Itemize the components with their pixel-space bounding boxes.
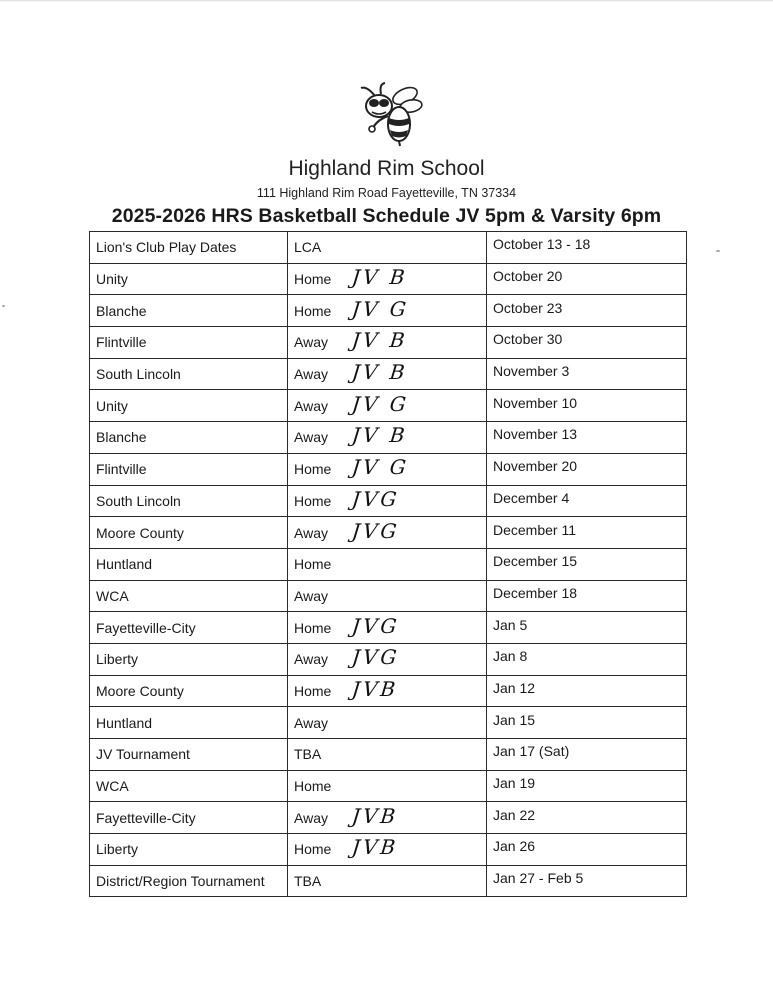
handwritten-team-note: JV G [350,455,411,480]
location-wrap [294,803,480,830]
location-wrap [294,425,480,449]
location-wrap [294,613,480,640]
date-cell [487,865,687,897]
date-text: Jan 8 [493,648,528,665]
handwritten-team-note: JVB [350,803,400,828]
location-wrap [294,362,480,386]
handwritten-team-note: JV B [350,360,409,385]
handwritten-team-note: JVB [350,676,400,701]
school-address: 111 Highland Rim Road Fayetteville, TN 37334 [256,186,517,200]
location-wrap [294,588,480,604]
location-text: TBA [294,873,322,890]
date-cell [487,390,687,422]
location-text: Away [294,397,328,414]
location-cell [288,422,487,454]
location-cell [288,643,487,675]
date-cell [487,739,687,771]
location-wrap [294,676,480,703]
opponent-cell: Flintville [90,327,288,359]
location-text: Away [294,429,328,446]
date-cell [487,453,687,485]
handwritten-team-note: JVG [350,613,401,638]
location-text: Home [294,682,332,699]
hornet-mascot-logo [355,82,427,148]
location-cell [288,327,487,359]
date-text: Jan 15 [493,711,536,728]
date-text: November 13 [493,426,578,443]
date-cell [487,612,687,644]
date-cell [487,327,687,359]
handwritten-team-note: JV B [350,328,409,353]
handwritten-team-note: JVG [350,518,401,543]
location-text: Home [294,461,332,478]
location-wrap [294,715,480,731]
date-text: December 11 [493,521,577,538]
date-cell [487,263,687,295]
date-text: October 23 [493,299,563,316]
date-cell [487,834,687,866]
location-cell [288,675,487,707]
schedule-row [90,517,687,549]
date-text: November 20 [493,458,578,475]
location-text: Away [294,587,328,604]
date-cell [487,232,687,264]
location-wrap [294,746,480,762]
opponent-cell: Huntland [90,707,288,739]
schedule-row [90,548,687,580]
location-cell [288,295,487,327]
date-text: Jan 22 [493,806,536,823]
date-text: December 15 [493,553,578,570]
date-text: December 4 [493,489,570,506]
location-text: Away [294,651,328,668]
date-cell [487,580,687,612]
location-cell [288,770,487,802]
handwritten-team-note: JV G [350,391,411,416]
schedule-row [90,295,687,327]
location-wrap [294,330,480,354]
location-text: Home [294,302,332,319]
scan-speck [716,250,720,252]
location-cell [288,612,487,644]
location-text: TBA [294,746,322,763]
schedule-row [90,802,687,834]
location-text: Away [294,809,328,826]
location-text: Away [294,366,328,383]
opponent-cell: Unity [90,390,288,422]
schedule-row [90,865,687,897]
handwritten-team-note: JVG [350,645,401,670]
schedule-row [90,612,687,644]
opponent-cell: Flintville [90,453,288,485]
date-cell [487,358,687,390]
opponent-cell: Lion's Club Play Dates [90,232,288,264]
schedule-row [90,358,687,390]
location-text: Home [294,619,332,636]
schedule-row [90,263,687,295]
opponent-cell: Unity [90,263,288,295]
date-text: Jan 26 [493,838,536,855]
schedule-row [90,707,687,739]
date-cell [487,707,687,739]
date-cell [487,802,687,834]
handwritten-team-note: JVG [350,486,401,511]
location-cell [288,739,487,771]
date-cell [487,295,687,327]
handwritten-team-note: JV B [350,265,409,290]
scan-speck [2,305,5,307]
location-cell [288,517,487,549]
location-wrap [294,391,480,418]
location-wrap [294,837,480,861]
schedule-row [90,643,687,675]
schedule-row [90,834,687,866]
location-text: Home [294,492,332,509]
date-text: Jan 12 [493,679,536,696]
handwritten-team-note: JV G [350,296,411,321]
date-text: October 13 - 18 [493,236,591,253]
date-text: November 10 [493,394,578,411]
opponent-cell: South Lincoln [90,358,288,390]
location-wrap [294,239,480,255]
schedule-row [90,485,687,517]
schedule-body [90,232,687,897]
schedule-row [90,739,687,771]
location-cell [288,834,487,866]
location-cell [288,358,487,390]
opponent-cell: District/Region Tournament [90,865,288,897]
date-text: Jan 27 - Feb 5 [493,870,584,887]
schedule-title: 2025-2026 HRS Basketball Schedule JV 5pm & Varsity 6pm [111,205,662,227]
location-text: Home [294,778,332,795]
location-text: Home [294,556,332,573]
location-text: Away [294,334,328,351]
schedule-row [90,453,687,485]
schedule-row [90,327,687,359]
location-text: LCA [294,239,322,256]
date-cell [487,548,687,580]
opponent-cell: WCA [90,770,288,802]
location-wrap [294,267,480,291]
location-cell [288,485,487,517]
date-cell [487,643,687,675]
location-wrap [294,486,480,513]
opponent-cell: Blanche [90,295,288,327]
date-cell [487,485,687,517]
opponent-cell: Fayetteville-City [90,612,288,644]
basketball-schedule-table [89,231,687,897]
page-top-edge [0,0,773,2]
location-cell [288,802,487,834]
location-cell [288,232,487,264]
schedule-row [90,422,687,454]
location-text: Home [294,271,332,288]
opponent-cell: Fayetteville-City [90,802,288,834]
opponent-cell: Liberty [90,834,288,866]
date-cell [487,517,687,549]
date-text: Jan 19 [493,775,536,792]
date-text: November 3 [493,363,570,380]
location-wrap [294,457,480,481]
schedule-row [90,580,687,612]
school-name: Highland Rim School [288,157,485,180]
handwritten-team-note: JVB [350,835,400,860]
date-cell [487,675,687,707]
date-text: December 18 [493,584,578,601]
date-text: Jan 5 [493,616,528,633]
date-text: October 20 [493,268,563,285]
schedule-row [90,232,687,264]
location-cell [288,548,487,580]
location-wrap [294,296,480,323]
date-cell [487,770,687,802]
location-wrap [294,518,480,545]
schedule-row [90,390,687,422]
date-text: October 30 [493,331,563,348]
date-cell [487,422,687,454]
location-cell [288,263,487,295]
handwritten-team-note: JV B [350,423,409,448]
opponent-cell: Huntland [90,548,288,580]
location-wrap [294,778,480,794]
date-text: Jan 17 (Sat) [493,743,570,760]
opponent-cell: Blanche [90,422,288,454]
opponent-cell: WCA [90,580,288,612]
location-cell [288,453,487,485]
location-wrap [294,873,480,889]
location-cell [288,707,487,739]
opponent-cell: South Lincoln [90,485,288,517]
location-text: Away [294,524,328,541]
location-wrap [294,647,480,671]
schedule-row [90,675,687,707]
schedule-row [90,770,687,802]
location-wrap [294,556,480,572]
location-cell [288,580,487,612]
location-cell [288,865,487,897]
location-text: Home [294,841,332,858]
location-cell [288,390,487,422]
opponent-cell: JV Tournament [90,739,288,771]
opponent-cell: Liberty [90,643,288,675]
opponent-cell: Moore County [90,517,288,549]
opponent-cell: Moore County [90,675,288,707]
location-text: Away [294,714,328,731]
